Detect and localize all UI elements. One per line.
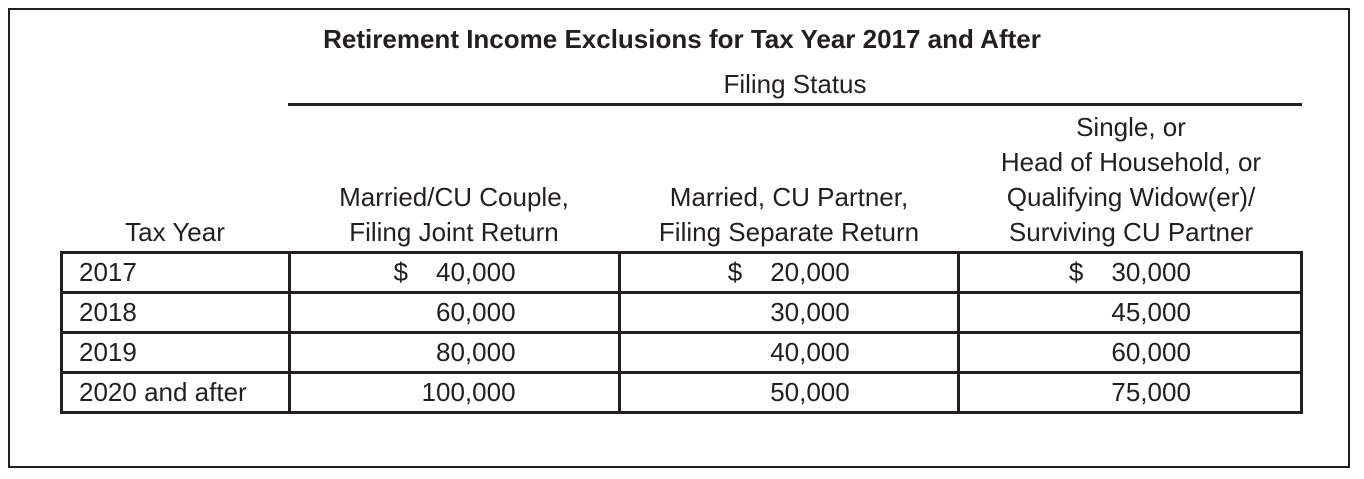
amount: 45,000 (1111, 297, 1191, 327)
currency-symbol: $ (727, 257, 743, 287)
married-joint-cell (290, 293, 619, 333)
table-title: Retirement Income Exclusions for Tax Year 2017 and After (323, 24, 1041, 54)
filing-status-heading: Filing Status (723, 69, 867, 99)
married-separate-cell (619, 293, 958, 333)
married-joint-cell (290, 333, 619, 373)
table-row (62, 253, 1302, 293)
single-hoh-cell (958, 253, 1301, 293)
amount: 60,000 (1111, 337, 1191, 367)
amount: 40,000 (436, 257, 516, 287)
single-hoh-cell (958, 373, 1301, 413)
exclusions-table (60, 251, 1303, 414)
header-line: Qualifying Widow(er)/ (1006, 182, 1256, 212)
tax-year-cell: 2017 (62, 253, 290, 293)
header-line: Surviving CU Partner (1008, 217, 1254, 247)
amount: 30,000 (1111, 257, 1191, 287)
header-line: Married, CU Partner, (669, 182, 909, 212)
amount: 30,000 (770, 297, 850, 327)
header-single-hoh (960, 110, 1302, 250)
table-row (62, 293, 1302, 333)
tax-year-cell: 2020 and after (62, 373, 290, 413)
amount: 100,000 (421, 377, 516, 407)
amount: 50,000 (770, 377, 850, 407)
header-line: Single, or (1076, 112, 1186, 142)
married-joint-cell (290, 253, 619, 293)
header-tax-year (62, 110, 288, 250)
married-separate-cell (619, 333, 958, 373)
married-separate-cell (619, 373, 958, 413)
married-joint-cell (290, 373, 619, 413)
tax-year-cell: 2019 (62, 333, 290, 373)
header-married-joint (290, 110, 618, 250)
header-married-separate (620, 110, 958, 250)
amount: 60,000 (436, 297, 516, 327)
amount: 75,000 (1111, 377, 1191, 407)
amount: 40,000 (770, 337, 850, 367)
header-tax-year-label: Tax Year (125, 217, 225, 247)
currency-symbol: $ (393, 257, 408, 287)
table-row (62, 333, 1302, 373)
married-separate-cell (619, 253, 958, 293)
currency-symbol: $ (1068, 257, 1084, 287)
amount: 80,000 (436, 337, 516, 367)
filing-status-rule (288, 103, 1302, 106)
table-row (62, 373, 1302, 413)
header-line: Head of Household, or (1000, 147, 1262, 177)
tax-year-cell: 2018 (62, 293, 290, 333)
single-hoh-cell (958, 293, 1301, 333)
header-line: Filing Separate Return (658, 217, 920, 247)
amount: 20,000 (770, 257, 850, 287)
header-line: Filing Joint Return (349, 217, 559, 247)
header-line: Married/CU Couple, (339, 182, 569, 212)
single-hoh-cell (958, 333, 1301, 373)
